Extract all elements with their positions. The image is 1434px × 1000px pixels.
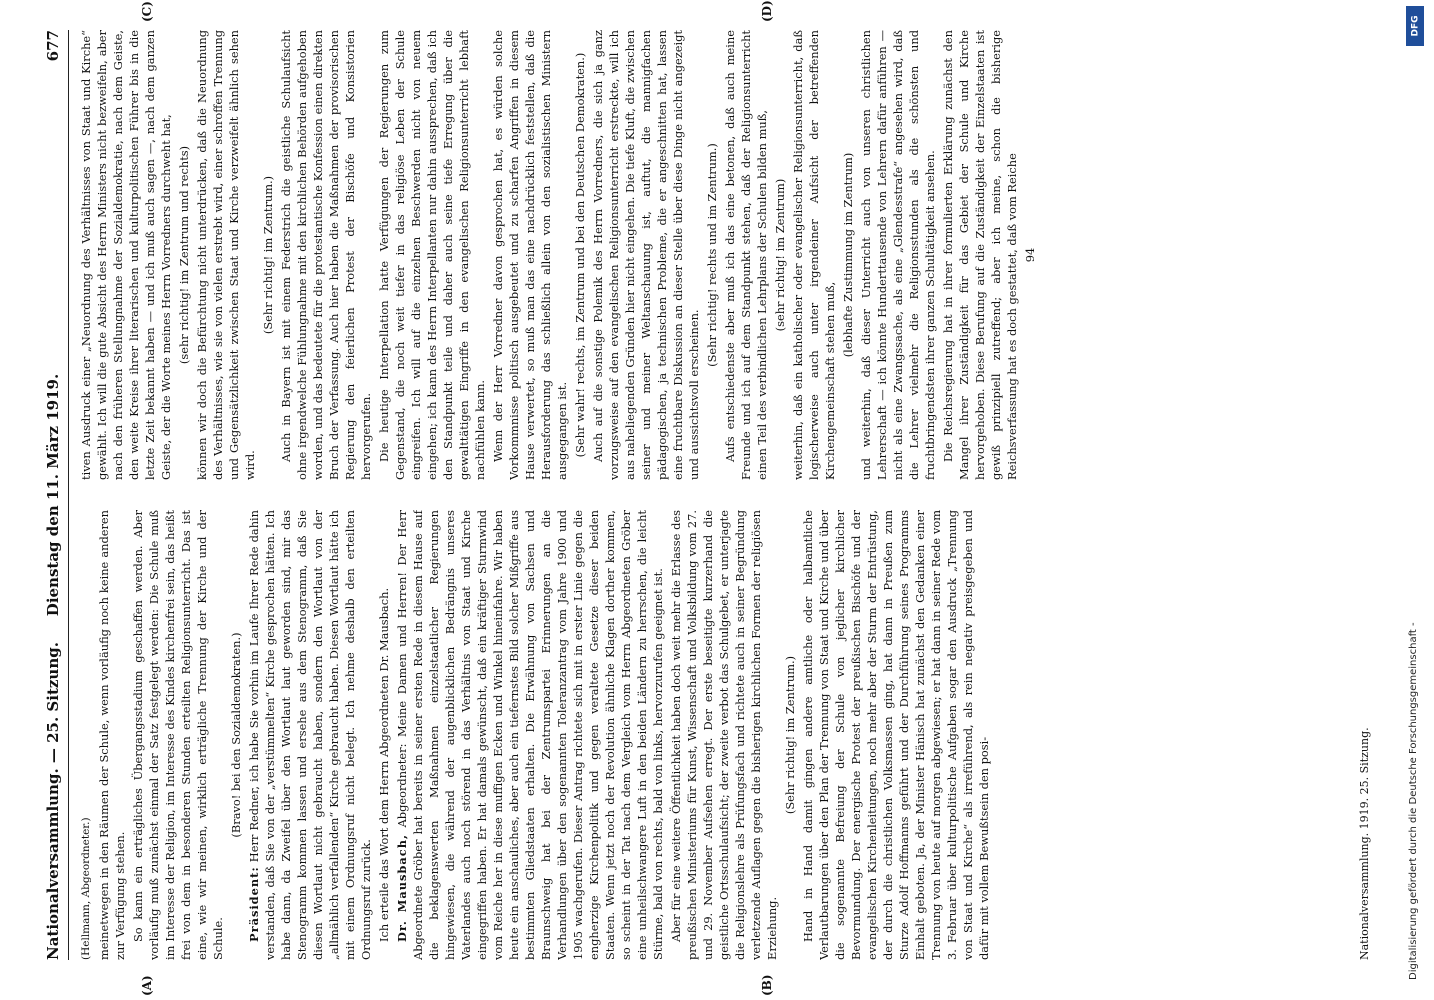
right-column	[78, 30, 1368, 480]
text-columns	[78, 30, 1368, 960]
paragraph: Ich erteile das Wort dem Herrn Abgeordneten Dr. Mausbach.	[377, 587, 391, 942]
page-footer: Nationalversammlung. 1919. 25. Sitzung.	[1358, 727, 1371, 960]
interjection: (lebhafte Zustimmung im Zentrum)	[841, 152, 855, 358]
interjection: (Sehr richtig! im Zentrum.)	[783, 655, 797, 815]
paragraph: Die heutige Interpellation hatte Verfügungen der Regierungen zum Gegenstand, die noch weit tiefer in das religiöse Leben der Schule eingreifen. Ich will auf die einzelnen Beschwerden nicht von neuem eingehen; ich kann des Herrn Interpellanten nur dahin aussprechen, daß ich den Standpunkt teile und daher auch seine tiefe Erregung über die gewalttätigen Eingriffe in den evangelischen Religionsunterricht lebhaft nachfühlen kann.	[377, 30, 487, 480]
paragraph: Die Reichsregierung hat in ihrer formulierten Erklärung zunächst den Mangel ihrer Zuständigkeit für das Gebiet der Schule und Kirche hervorgehoben. Diese Berufung auf die Zuständigkeit der Einzelstaaten ist gewiß prinzipiell zutreffend; aber ich meine, schon die bisherige Reichsverfassung hat es doch gestattet, daß vom Reiche	[941, 30, 1019, 480]
speaker-name: Dr. Mausbach,	[395, 834, 409, 942]
digitization-sidebar	[1402, 0, 1430, 1000]
interjection: (Sehr wahr! rechts, im Zentrum und bei den Deutschen Demokraten.)	[573, 52, 587, 458]
paragraph: Aber für eine weitere Öffentlichkeit haben doch weit mehr die Erlasse des preußischen Ministeriums für Kunst, Wissenschaft und Volksbildung vom 27. und 29. November Aufsehen erregt. Der erste beseitigte kurzerhand die geistliche Ortsschulaufsicht; der zweite verbot das Schulgebet, er unterjagte die Religionslehre als Prüfungsfach und richtete auch in seiner Begründung verletzende Auflagen gegen die bisherigen kirchlichen Formen der religiösen Erziehung.	[669, 510, 779, 960]
margin-marker-d: (D)	[760, 0, 774, 22]
paragraph-text: Abgeordneter: Meine Damen und Herren! Der Herr Abgeordnete Gröber hat bereits in seiner ersten Rede in diesem Hause auf die beklagenswerten Maßnahmen einzelstaatlicher Regierungen hingewiesen, die während der augenblicklichen Bedrängnis unseres Vaterlandes auch noch störend in das Verhältnis von Staat und Kirche eingegriffen haben. Er hat damals gewünscht, daß ein kräftiger Sturmwind vom Reiche her in diese muffigen Ecken und Winkel hineinfahre. Wir haben heute ein anschauliches, aber auch ein tiefernstes Bild solcher Mißgriffe aus bestimmten Gliedstaaten erhalten. Die Erwähnung von Sachsen und Braunschweig hat bei der Zentrumspartei Erinnerungen an die Verhandlungen über den sogenannten Toleranzantrag vom Jahre 1900 und 1905 wachgerufen. Dieser Antrag richtete sich mit in erster Linie gegen die engherzige Kirchenpolitik und gegen veraltete Gesetze dieser beiden Staaten. Wenn jetzt noch der Revolution ähnliche Klagen dorther kommen, so scheint in der Tat nach dem Vergleich vom Herrn Abgeordneten Gröber eine unheilschwangere Luft in den beiden Ländern zu herrschen, die leicht Stürme, bald von rechts, bald von links, hervorzurufen geeignet ist.	[395, 510, 665, 960]
interjection: (Bravo! bei den Sozialdemokraten.)	[229, 632, 243, 838]
paragraph: Aufs entschiedenste aber muß ich das eine betonen, daß auch meine Freunde und ich auf dem Standpunkt stehen, daß der Religionsunterricht einen Teil des verbindlichen Lehrplans der Schulen bilden muß,	[723, 30, 769, 480]
paragraph: Hand in Hand damit gingen andere amtliche oder halbamtliche Verlautbarungen über den Plan der Trennung von Staat und Kirche und über die sogenannte Befreiung der Schule von jeglicher kirchlicher Bevormundung. Der energische Protest der preußischen Bischöfe und der evangelischen Kirchenleitungen, noch mehr aber der Sturm der Entrüstung, der durch die christlichen Volksmassen ging, hat dann in Preußen zum Sturze Adolf Hoffmanns geführt und der Durchführung seines Programms Einhalt geboten. Ja, der Minister Hänisch hat zunächst den Gedanken einer Trennung von heute auf morgen abgewiesen; er hat dann in seiner Rede vom 3. Februar über kulturpolitische Aufgaben sogar den Ausdruck „Trennung von Staat und Kirche“ als irreführend, als rein negativ preisgegeben und dafür mit vollem Bewußtsein den posi-	[801, 510, 991, 960]
page-number: 677	[44, 30, 62, 62]
margin-marker-b: (B)	[760, 974, 774, 996]
paragraph: weiterhin, daß ein katholischer oder evangelischer Religionsunterricht, daß logischerweise auch unter irgendeiner Aufsicht der betreffenden Kirchengemeinschaft stehen muß,	[791, 30, 837, 480]
digitization-credit: Digitalisierung gefördert durch die Deutsche Forschungsgemeinschaft -	[1408, 622, 1419, 980]
paragraph	[394, 510, 666, 960]
interjection: (Sehr richtig! im Zentrum.)	[261, 175, 275, 335]
interjection: (sehr richtig! im Zentrum)	[773, 178, 787, 332]
dfg-logo[interactable]	[1406, 6, 1424, 46]
margin-marker-a: (A)	[140, 975, 154, 996]
paragraph: meinetwegen in den Räumen der Schule, wenn vorläufig noch keine anderen zur Verfügung stehen.	[97, 510, 127, 960]
paragraph: Auch auf die sonstige Polemik des Herrn Vorredners, die sich ja ganz vorzugsweise auf den evangelischen Religionsunterricht erstreckte, will ich aus naheliegenden Gründen hier nicht eingehen. Die tiefe Kluft, die zwischen seiner und meiner Weltanschauung ist, auftut, die mannigfachen pädagogischen, ja technischen Probleme, die er angeschnitten hat, lassen eine fruchtbare Diskussion an dieser Stelle über diese Dinge nicht angezeigt und aussichtsvoll erscheinen.	[591, 30, 701, 480]
page-header	[44, 30, 69, 960]
dfg-logo-text: DFG	[1410, 15, 1421, 37]
header-left: Nationalversammlung. — 25. Sitzung.	[44, 642, 62, 960]
paragraph: tiven Ausdruck einer „Neuordnung des Verhältnisses von Staat und Kirche“ gewählt. Ich will die gute Absicht des Herrn Ministers nicht bezweifeln, aber nach den früheren Stellungnahme der Sozialdemokratie, nach dem Geiste, den weite Kreise ihrer literarischen und kulturpolitischen Führer bis in die letzte Zeit bekannt haben — und ich muß auch sagen —, nach dem ganzen Geiste, der die Worte meines Herrn Vorredners durchweht hat,	[79, 30, 173, 480]
paragraph: Auch in Bayern ist mit einem Federstrich die geistliche Schulaufsicht ohne irgendwelche Fühlungnahme mit den kirchlichen Behörden aufgehoben worden, und das bedeutete für die protestantische Konfession einen direkten Bruch der Verfassung. Auch hier haben die Maßnahmen der provisorischen Regierung den feierlichen Protest der Bischöfe und Konsistorien hervorgerufen.	[279, 30, 373, 480]
left-column	[78, 510, 1368, 960]
paragraph: Wenn der Herr Vorredner davon gesprochen hat, es würden solche Vorkommnisse politisch ausgebeutet und zu scharfen Angriffen in diesem Hause verwertet, so muß man das eine nachdrücklich feststellen, daß die Herausforderung das schließlich allein von den sozialistischen Ministern ausgegangen ist.	[491, 30, 569, 480]
speaker-continuation: (Hellmann, Abgeordneter.)	[80, 817, 92, 960]
header-date: Dienstag den 11. März 1919.	[44, 373, 62, 617]
paragraph: können wir doch die Befürchtung nicht unterdrücken, daß die Neuordnung des Verhältnisses, wie sie von vielen erstrebt wird, einer schroffen Trennung und Gegensätzlichkeit zwischen Staat und Kirche verzweifelt ähnlich sehen wird.	[195, 30, 257, 480]
interjection: (sehr richtig! im Zentrum und rechts)	[177, 145, 191, 365]
paragraph: und weiterhin, daß dieser Unterricht auch von unseren christlichen Lehrerschaft — ich könnte Hunderttausende von Lehrern dafür anführen — nicht als eine Zwangssache, als eine „Glendesstrafe“ angesehen wird, daß die Lehrer vielmehr die Religionsstunden als die schönsten und fruchtbringendsten ihrer ganzen Schultätigkeit ansehen.	[859, 30, 937, 480]
margin-marker-c: (C)	[140, 1, 154, 22]
signature-mark: 94	[1023, 247, 1037, 263]
interjection: (Sehr richtig! rechts und im Zentrum.)	[705, 143, 719, 367]
paragraph	[246, 510, 374, 960]
paragraph-text: Herr Redner, ich habe Sie vorhin im Laufe Ihrer Rede dahin verstanden, daß Sie von der „verstümmelten“ Kirche gesprochen hätten. Ich habe dann, da Zweifel über den Wortlaut laut geworden sind, mir das Stenogramm kommen lassen und ersehe aus dem Stenogramm, daß Sie diesen Wortlaut nicht gebraucht haben, sondern den Wortlaut von der „allmählich verfallenden“ Kirche gebraucht haben. Diesen Wortlaut hätte ich mit einem Ordnungsruf nicht belegt. Ich nehme deshalb den erteilten Ordnungsruf zurück.	[247, 510, 373, 960]
paragraph: So kann ein erträgliches Übergangsstadium geschaffen werden. Aber vorläufig muß zunächst einmal der Satz festgelegt werden: Die Schule muß im Interesse der Religion, im Interesse des Kindes kirchenfrei sein, das heißt frei von dem in besonderen Stunden erteilten Religionsunterricht. Das ist eine, wie wir meinen, wirklich erträgliche Trennung der Kirche und der Schule.	[131, 510, 225, 960]
speaker-name: Präsident:	[247, 866, 261, 942]
